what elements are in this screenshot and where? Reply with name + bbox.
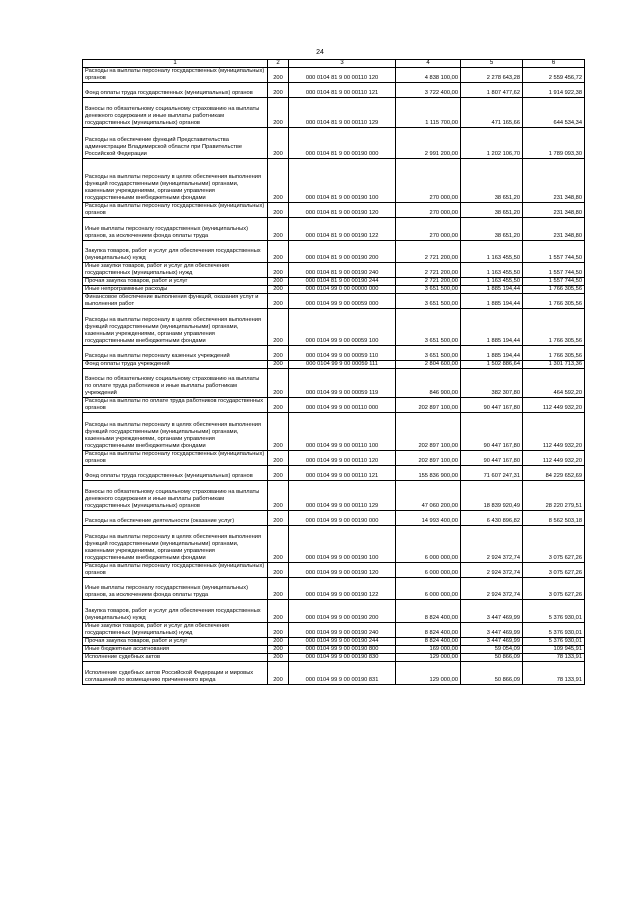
row-code-cell: 200 <box>268 98 289 128</box>
row-code-cell: 200 <box>268 369 289 398</box>
row-code-cell: 200 <box>268 294 289 309</box>
row-executed-cell: 1 885 194,44 <box>461 286 523 294</box>
row-name-cell: Расходы на выплаты персоналу казенных учреждений <box>83 346 268 361</box>
row-code-cell: 200 <box>268 451 289 466</box>
row-name-cell: Взносы по обязательному социальному страхованию на выплаты денежного содержания и иные выплаты работникам государственных (муниципальных) органов <box>83 98 268 128</box>
table-row <box>83 662 585 685</box>
row-remaining-cell: 109 945,91 <box>523 646 585 654</box>
row-executed-cell: 2 924 372,74 <box>461 578 523 600</box>
table-row <box>83 68 585 83</box>
row-remaining-cell: 5 376 930,01 <box>523 638 585 646</box>
row-kbk-cell: 000 0104 81 9 00 00190 240 <box>289 263 396 278</box>
row-approved-cell: 4 838 100,00 <box>396 68 461 83</box>
row-remaining-cell: 5 376 930,01 <box>523 600 585 623</box>
row-kbk-cell: 000 0104 99 0 00 00000 000 <box>289 286 396 294</box>
table-row <box>83 278 585 286</box>
row-executed-cell: 38 651,20 <box>461 218 523 241</box>
row-code-cell: 200 <box>268 361 289 369</box>
row-code-cell: 200 <box>268 466 289 481</box>
row-code-cell: 200 <box>268 218 289 241</box>
table-row <box>83 654 585 662</box>
row-executed-cell: 90 447 167,80 <box>461 398 523 413</box>
row-approved-cell: 2 804 600,00 <box>396 361 461 369</box>
row-code-cell: 200 <box>268 286 289 294</box>
row-executed-cell: 382 307,80 <box>461 369 523 398</box>
row-approved-cell: 47 060 200,00 <box>396 481 461 511</box>
row-approved-cell: 270 000,00 <box>396 218 461 241</box>
table-row <box>83 466 585 481</box>
table-row <box>83 563 585 578</box>
row-kbk-cell: 000 0104 99 9 00 00059 119 <box>289 369 396 398</box>
row-name-cell: Исполнение судебных актов <box>83 654 268 662</box>
row-approved-cell: 202 897 100,00 <box>396 413 461 451</box>
table-row <box>83 159 585 203</box>
row-kbk-cell: 000 0104 81 9 00 00110 129 <box>289 98 396 128</box>
row-executed-cell: 471 165,66 <box>461 98 523 128</box>
row-approved-cell: 846 900,00 <box>396 369 461 398</box>
table-row <box>83 511 585 526</box>
row-code-cell: 200 <box>268 346 289 361</box>
row-code-cell: 200 <box>268 413 289 451</box>
row-executed-cell: 1 885 194,44 <box>461 294 523 309</box>
row-remaining-cell: 231 348,80 <box>523 159 585 203</box>
row-remaining-cell: 3 075 627,26 <box>523 578 585 600</box>
row-approved-cell: 8 824 400,00 <box>396 638 461 646</box>
table-row <box>83 309 585 346</box>
table-row <box>83 638 585 646</box>
row-remaining-cell: 3 075 627,26 <box>523 526 585 563</box>
row-name-cell: Расходы на обеспечение деятельности (оказание услуг) <box>83 511 268 526</box>
row-code-cell: 200 <box>268 309 289 346</box>
row-kbk-cell: 000 0104 99 9 00 00059 100 <box>289 309 396 346</box>
row-approved-cell: 3 651 500,00 <box>396 294 461 309</box>
row-remaining-cell: 8 562 503,18 <box>523 511 585 526</box>
row-executed-cell: 2 924 372,74 <box>461 563 523 578</box>
row-remaining-cell: 1 766 305,56 <box>523 309 585 346</box>
row-remaining-cell: 112 449 932,20 <box>523 451 585 466</box>
row-executed-cell: 1 163 455,50 <box>461 241 523 263</box>
row-approved-cell: 270 000,00 <box>396 159 461 203</box>
row-approved-cell: 3 651 500,00 <box>396 346 461 361</box>
row-kbk-cell: 000 0104 99 9 00 00110 100 <box>289 413 396 451</box>
row-remaining-cell: 1 766 305,56 <box>523 286 585 294</box>
row-name-cell: Взносы по обязательному социальному страхованию на выплаты по оплате труда работников и иные выплаты работникам учреждений <box>83 369 268 398</box>
row-name-cell: Иные закупки товаров, работ и услуг для обеспечения государственных (муниципальных) нужд <box>83 263 268 278</box>
row-executed-cell: 1 163 455,50 <box>461 278 523 286</box>
row-remaining-cell: 3 075 627,26 <box>523 563 585 578</box>
row-name-cell: Финансовое обеспечение выполнения функций, оказания услуг и выполнения работ <box>83 294 268 309</box>
row-code-cell: 200 <box>268 203 289 218</box>
column-header-executed: 5 <box>461 60 523 68</box>
row-name-cell: Иные непрограммные расходы <box>83 286 268 294</box>
table-row <box>83 578 585 600</box>
row-approved-cell: 3 722 400,00 <box>396 83 461 98</box>
row-name-cell: Расходы на выплаты персоналу государственных (муниципальных) органов <box>83 451 268 466</box>
row-code-cell: 200 <box>268 578 289 600</box>
row-kbk-cell: 000 0104 99 9 00 00059 111 <box>289 361 396 369</box>
column-header-code: 2 <box>268 60 289 68</box>
row-approved-cell: 6 000 000,00 <box>396 578 461 600</box>
row-code-cell: 200 <box>268 83 289 98</box>
column-header-remaining: 6 <box>523 60 585 68</box>
row-remaining-cell: 1 557 744,50 <box>523 263 585 278</box>
row-code-cell: 200 <box>268 623 289 638</box>
row-code-cell: 200 <box>268 638 289 646</box>
row-remaining-cell: 1 789 093,30 <box>523 128 585 159</box>
row-remaining-cell: 644 534,34 <box>523 98 585 128</box>
row-executed-cell: 2 278 643,28 <box>461 68 523 83</box>
page-number: 24 <box>316 49 324 56</box>
table-header-row <box>83 60 585 68</box>
row-remaining-cell: 112 449 932,20 <box>523 398 585 413</box>
row-remaining-cell: 1 766 305,56 <box>523 294 585 309</box>
row-executed-cell: 18 839 920,49 <box>461 481 523 511</box>
table-row <box>83 369 585 398</box>
table-row <box>83 263 585 278</box>
row-approved-cell: 2 721 200,00 <box>396 241 461 263</box>
row-approved-cell: 6 000 000,00 <box>396 563 461 578</box>
row-code-cell: 200 <box>268 278 289 286</box>
row-name-cell: Иные закупки товаров, работ и услуг для обеспечения государственных (муниципальных) нужд <box>83 623 268 638</box>
table-row <box>83 413 585 451</box>
row-executed-cell: 1 807 477,62 <box>461 83 523 98</box>
row-code-cell: 200 <box>268 68 289 83</box>
row-executed-cell: 2 924 372,74 <box>461 526 523 563</box>
row-kbk-cell: 000 0104 81 9 00 00190 200 <box>289 241 396 263</box>
row-kbk-cell: 000 0104 81 9 00 00110 121 <box>289 83 396 98</box>
row-kbk-cell: 000 0104 81 9 00 00110 120 <box>289 68 396 83</box>
row-remaining-cell: 84 229 652,69 <box>523 466 585 481</box>
table-row <box>83 128 585 159</box>
row-approved-cell: 3 651 500,00 <box>396 286 461 294</box>
row-name-cell: Расходы на обеспечение функций Представительства администрации Владимирской области при Правительстве Российской Федерации <box>83 128 268 159</box>
row-name-cell: Иные выплаты персоналу государственных (муниципальных) органов, за исключением фонда оплаты труда <box>83 218 268 241</box>
row-kbk-cell: 000 0104 99 9 00 00190 100 <box>289 526 396 563</box>
row-executed-cell: 38 651,20 <box>461 203 523 218</box>
row-name-cell: Расходы на выплаты персоналу государственных (муниципальных) органов <box>83 68 268 83</box>
row-kbk-cell: 000 0104 99 9 00 00190 120 <box>289 563 396 578</box>
row-approved-cell: 14 993 400,00 <box>396 511 461 526</box>
row-name-cell: Расходы на выплаты персоналу в целях обеспечения выполнения функций государственными (муниципальными) органами, казенными учреждениями, органами управления государственными внебюджетными фондами <box>83 413 268 451</box>
row-kbk-cell: 000 0104 99 9 00 00190 800 <box>289 646 396 654</box>
row-executed-cell: 50 866,09 <box>461 662 523 685</box>
column-header-name: 1 <box>83 60 268 68</box>
row-executed-cell: 1 163 455,50 <box>461 263 523 278</box>
row-code-cell: 200 <box>268 600 289 623</box>
row-kbk-cell: 000 0104 99 9 00 00190 830 <box>289 654 396 662</box>
row-executed-cell: 6 430 896,82 <box>461 511 523 526</box>
row-approved-cell: 1 115 700,00 <box>396 98 461 128</box>
row-kbk-cell: 000 0104 99 9 00 00110 000 <box>289 398 396 413</box>
row-remaining-cell: 1 301 713,36 <box>523 361 585 369</box>
row-kbk-cell: 000 0104 99 9 00 00190 122 <box>289 578 396 600</box>
row-approved-cell: 3 651 500,00 <box>396 309 461 346</box>
row-approved-cell: 202 897 100,00 <box>396 398 461 413</box>
row-remaining-cell: 1 557 744,50 <box>523 241 585 263</box>
table-row <box>83 451 585 466</box>
row-kbk-cell: 000 0104 81 9 00 00190 100 <box>289 159 396 203</box>
row-remaining-cell: 78 133,91 <box>523 654 585 662</box>
row-approved-cell: 8 824 400,00 <box>396 600 461 623</box>
row-name-cell: Взносы по обязательному социальному страхованию на выплаты денежного содержания и иные выплаты работникам государственных (муниципальных) органов <box>83 481 268 511</box>
table-row <box>83 203 585 218</box>
row-kbk-cell: 000 0104 99 9 00 00110 121 <box>289 466 396 481</box>
row-kbk-cell: 000 0104 81 9 00 00190 120 <box>289 203 396 218</box>
row-executed-cell: 1 885 194,44 <box>461 346 523 361</box>
row-name-cell: Прочая закупка товаров, работ и услуг <box>83 638 268 646</box>
row-name-cell: Закупка товаров, работ и услуг для обеспечения государственных (муниципальных) нужд <box>83 600 268 623</box>
row-approved-cell: 169 000,00 <box>396 646 461 654</box>
row-remaining-cell: 1 557 744,50 <box>523 278 585 286</box>
row-kbk-cell: 000 0104 99 9 00 00190 000 <box>289 511 396 526</box>
row-remaining-cell: 78 133,91 <box>523 662 585 685</box>
row-code-cell: 200 <box>268 128 289 159</box>
table-row <box>83 398 585 413</box>
row-name-cell: Прочая закупка товаров, работ и услуг <box>83 278 268 286</box>
row-executed-cell: 50 866,09 <box>461 654 523 662</box>
row-kbk-cell: 000 0104 99 9 00 00110 120 <box>289 451 396 466</box>
row-name-cell: Иные бюджетные ассигнования <box>83 646 268 654</box>
row-approved-cell: 202 897 100,00 <box>396 451 461 466</box>
row-kbk-cell: 000 0104 99 9 00 00110 129 <box>289 481 396 511</box>
row-executed-cell: 3 447 469,99 <box>461 600 523 623</box>
row-code-cell: 200 <box>268 511 289 526</box>
table-row <box>83 241 585 263</box>
row-name-cell: Расходы на выплаты персоналу в целях обеспечения выполнения функций государственными (муниципальными) органами, казенными учреждениями, органами управления государственными внебюджетными фондами <box>83 159 268 203</box>
row-executed-cell: 1 202 106,70 <box>461 128 523 159</box>
row-kbk-cell: 000 0104 99 9 00 00059 000 <box>289 294 396 309</box>
row-kbk-cell: 000 0104 99 9 00 00190 240 <box>289 623 396 638</box>
column-header-approved: 4 <box>396 60 461 68</box>
row-remaining-cell: 1 914 922,38 <box>523 83 585 98</box>
row-name-cell: Расходы на выплаты по оплате труда работников государственных органов <box>83 398 268 413</box>
row-remaining-cell: 1 766 305,56 <box>523 346 585 361</box>
row-remaining-cell: 2 559 456,72 <box>523 68 585 83</box>
table-row <box>83 646 585 654</box>
row-code-cell: 200 <box>268 563 289 578</box>
row-code-cell: 200 <box>268 159 289 203</box>
row-name-cell: Расходы на выплаты персоналу в целях обеспечения выполнения функций государственными (муниципальными) органами, казенными учреждениями, органами управления государственными внебюджетными фондами <box>83 309 268 346</box>
row-executed-cell: 3 447 469,99 <box>461 638 523 646</box>
table-row <box>83 83 585 98</box>
row-approved-cell: 129 000,00 <box>396 654 461 662</box>
table-row <box>83 286 585 294</box>
row-name-cell: Иные выплаты персоналу государственных (муниципальных) органов, за исключением фонда оплаты труда <box>83 578 268 600</box>
table-row <box>83 346 585 361</box>
row-approved-cell: 8 824 400,00 <box>396 623 461 638</box>
row-code-cell: 200 <box>268 654 289 662</box>
row-approved-cell: 2 721 200,00 <box>396 263 461 278</box>
table-row <box>83 623 585 638</box>
row-approved-cell: 2 991 200,00 <box>396 128 461 159</box>
row-code-cell: 200 <box>268 662 289 685</box>
row-kbk-cell: 000 0104 99 9 00 00190 200 <box>289 600 396 623</box>
row-executed-cell: 71 607 247,31 <box>461 466 523 481</box>
row-name-cell: Фонд оплаты труда государственных (муниципальных) органов <box>83 466 268 481</box>
table-row <box>83 294 585 309</box>
row-code-cell: 200 <box>268 241 289 263</box>
row-remaining-cell: 5 376 930,01 <box>523 623 585 638</box>
table-row <box>83 526 585 563</box>
table-row <box>83 218 585 241</box>
row-name-cell: Закупка товаров, работ и услуг для обеспечения государственных (муниципальных) нужд <box>83 241 268 263</box>
row-code-cell: 200 <box>268 646 289 654</box>
row-kbk-cell: 000 0104 81 9 00 00190 122 <box>289 218 396 241</box>
row-kbk-cell: 000 0104 99 9 00 00190 831 <box>289 662 396 685</box>
table-row <box>83 98 585 128</box>
row-remaining-cell: 231 348,80 <box>523 218 585 241</box>
row-name-cell: Расходы на выплаты персоналу государственных (муниципальных) органов <box>83 563 268 578</box>
row-executed-cell: 59 054,09 <box>461 646 523 654</box>
row-executed-cell: 90 447 167,80 <box>461 413 523 451</box>
row-code-cell: 200 <box>268 398 289 413</box>
row-name-cell: Расходы на выплаты персоналу в целях обеспечения выполнения функций государственными (муниципальными) органами, казенными учреждениями, органами управления государственными внебюджетными фондами <box>83 526 268 563</box>
row-executed-cell: 3 447 469,99 <box>461 623 523 638</box>
row-kbk-cell: 000 0104 81 9 00 00190 244 <box>289 278 396 286</box>
table-row <box>83 361 585 369</box>
row-code-cell: 200 <box>268 263 289 278</box>
row-name-cell: Исполнение судебных актов Российской Федерации и мировых соглашений по возмещению причиненного вреда <box>83 662 268 685</box>
row-kbk-cell: 000 0104 81 9 00 00190 000 <box>289 128 396 159</box>
row-approved-cell: 6 000 000,00 <box>396 526 461 563</box>
row-name-cell: Фонд оплаты труда государственных (муниципальных) органов <box>83 83 268 98</box>
row-approved-cell: 129 000,00 <box>396 662 461 685</box>
row-approved-cell: 270 000,00 <box>396 203 461 218</box>
row-executed-cell: 1 502 886,64 <box>461 361 523 369</box>
row-executed-cell: 1 885 194,44 <box>461 309 523 346</box>
row-approved-cell: 2 721 200,00 <box>396 278 461 286</box>
row-name-cell: Фонд оплаты труда учреждений <box>83 361 268 369</box>
table-row <box>83 481 585 511</box>
row-executed-cell: 38 651,20 <box>461 159 523 203</box>
row-kbk-cell: 000 0104 99 9 00 00059 110 <box>289 346 396 361</box>
column-header-kbk: 3 <box>289 60 396 68</box>
row-code-cell: 200 <box>268 481 289 511</box>
row-kbk-cell: 000 0104 99 9 00 00190 244 <box>289 638 396 646</box>
row-remaining-cell: 28 220 279,51 <box>523 481 585 511</box>
row-remaining-cell: 231 348,80 <box>523 203 585 218</box>
row-name-cell: Расходы на выплаты персоналу государственных (муниципальных) органов <box>83 203 268 218</box>
row-code-cell: 200 <box>268 526 289 563</box>
table-row <box>83 600 585 623</box>
budget-execution-table <box>82 59 585 685</box>
row-remaining-cell: 464 592,20 <box>523 369 585 398</box>
row-approved-cell: 155 836 900,00 <box>396 466 461 481</box>
row-remaining-cell: 112 449 932,20 <box>523 413 585 451</box>
row-executed-cell: 90 447 167,80 <box>461 451 523 466</box>
